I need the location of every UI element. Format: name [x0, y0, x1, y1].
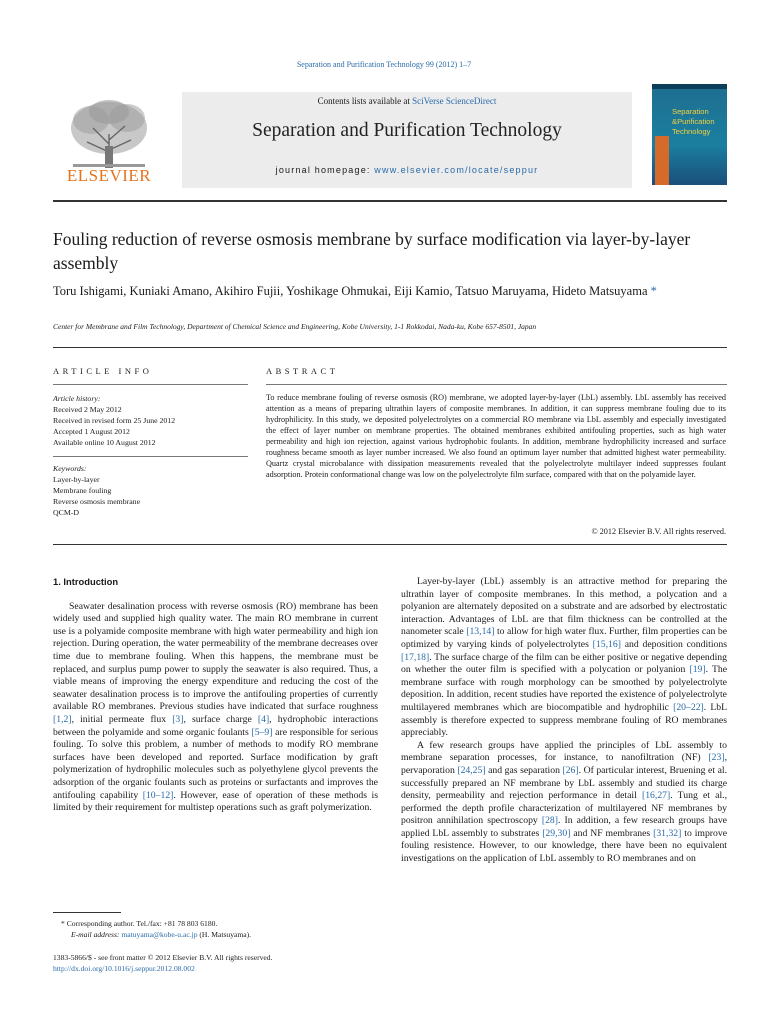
citation-link[interactable]: [17,18] — [401, 651, 430, 663]
text: and deposition conditions — [620, 638, 727, 650]
citation-link[interactable]: [19] — [689, 664, 706, 676]
abstract-copyright: © 2012 Elsevier B.V. All rights reserved. — [591, 527, 726, 536]
keyword: Reverse osmosis membrane — [53, 496, 141, 506]
cover-title-line: Separation — [672, 107, 709, 116]
section-rule — [53, 347, 727, 348]
citation-link[interactable]: [16,27] — [641, 790, 671, 802]
cover-title — [672, 107, 727, 137]
citation-link[interactable]: [20–22] — [673, 701, 704, 713]
citation-link[interactable]: [23] — [708, 752, 725, 764]
article-info-heading: ARTICLE INFO — [53, 366, 153, 376]
text: . Tung et al., performed the depth profile characterization of multilayered NF membranes by positron annihilation spectroscopy — [401, 790, 728, 827]
text: , initial permeate flux — [71, 713, 173, 725]
text: . However, ease of operation of these methods is limited by their requirement for multistep operations such as graft polymerization. — [53, 789, 379, 814]
citation-link[interactable]: [28] — [541, 815, 558, 827]
issn-line: 1383-5866/$ - see front matter © 2012 Elsevier B.V. All rights reserved. — [53, 953, 273, 962]
keyword: Membrane fouling — [53, 485, 112, 495]
text: . Of particular interest, Bruening et al. successfully prepared an NF membrane by LbL assembly and studied its charge density, permeability and rejection performance in detail — [401, 764, 727, 802]
keyword: QCM-D — [53, 507, 79, 517]
paragraph — [53, 601, 378, 815]
email-suffix: (H. Matsuyama). — [197, 930, 252, 939]
section-heading: 1. Introduction — [53, 576, 119, 587]
text: are responsible for serious fouling. To solve this problem, a number of methods to modify RO membrane surfaces have been developed and reported. Surface modification by graft polymerization of hydrophilic molecules such as polyethylene glycol prevents the adsorption of the organic foulants such as proteins or surfactants and improves the antifouling capability — [53, 726, 378, 801]
text: A few research groups have applied the principles of LbL assembly to membrane separation processes, for instance, to nanofiltration (NF) — [401, 739, 727, 764]
homepage-link[interactable]: www.elsevier.com/locate/seppur — [374, 165, 539, 175]
journal-homepage — [182, 165, 632, 175]
text: and NF membranes — [570, 827, 654, 839]
email-line — [53, 929, 383, 940]
homepage-prefix: journal homepage: — [275, 165, 375, 175]
body-column-left — [53, 576, 378, 815]
doi-link[interactable]: http://dx.doi.org/10.1016/j.seppur.2012.08.002 — [53, 964, 195, 973]
history-item: Received in revised form 25 June 2012 — [53, 416, 176, 425]
front-matter — [53, 952, 383, 974]
history-item: Received 2 May 2012 — [53, 405, 122, 414]
citation-link[interactable]: [3] — [172, 713, 184, 725]
text: and gas separation — [485, 764, 563, 776]
footnote-rule — [53, 912, 121, 913]
email-label: E-mail address: — [71, 930, 122, 939]
citation-link[interactable]: [10–12] — [142, 789, 174, 801]
journal-title: Separation and Purification Technology — [252, 120, 562, 141]
text: . The membrane surface with rough morphology can be smoothed by polyelectrolyte deposition. In addition, recent studies have reported the existence of polyelectrolyte multilayered membranes which are biocompatible and hydrophilic — [401, 664, 728, 713]
authors: Toru Ishigami, Kuniaki Amano, Akihiro Fujii, Yoshikage Ohmukai, Eiji Kamio, Tatsuo Maruyama, Hideto Matsuyama — [53, 284, 648, 298]
text: to improve fouling resistence. However, to our knowledge, there have been no equivalent investigations on the application of LbL assembly to RO membranes and on — [401, 827, 727, 865]
cover-title-line: Technology — [672, 127, 711, 136]
text: . The surface charge of the film can be either positive or negative depending on whether the outer film is specified with a polycation or polyanion — [401, 651, 727, 676]
text: to allow for high water flux. Further, film properties can be optimized by varying kinds of polyelectrolytes — [401, 626, 728, 650]
text: . LbL assembly is therefore expected to suppress membrane fouling of RO membranes appreciably. — [401, 701, 727, 739]
header-rule — [53, 200, 727, 202]
affiliation: Center for Membrane and Film Technology, Department of Chemical Science and Engineering, Kobe University, 1-1 Rokkodai, Nada-ku, Kobe 657-8501, Japan — [53, 322, 537, 331]
citation-link[interactable]: [4] — [257, 713, 270, 725]
citation-link[interactable]: [1,2] — [53, 713, 72, 725]
history-label: Article history: — [53, 394, 101, 403]
info-rule — [53, 384, 248, 385]
author-list — [53, 283, 727, 299]
history-item: Available online 10 August 2012 — [53, 438, 156, 447]
corresponding-author-mark[interactable]: * — [647, 284, 657, 298]
text: , pervaporation — [401, 752, 727, 776]
paragraph — [401, 740, 727, 866]
abstract-end-rule — [53, 544, 727, 545]
citation-link[interactable]: [29,30] — [542, 827, 571, 839]
citation-link[interactable]: [15,16] — [592, 638, 621, 650]
sciencedirect-link[interactable]: SciVerse ScienceDirect — [412, 96, 497, 106]
contents-line — [182, 96, 632, 106]
abstract-text: To reduce membrane fouling of reverse osmosis (RO) membrane, we adopted layer-by-layer (LbL) assembly. LbL assembly has received attention as a means of preparing ultrathin layers of composite membranes. In addition, it can suppress membrane fouling due to its hydrophilicity. In this study, we deposited polyelectrolytes on a commercial RO membrane via LbL assembly and especially investigated the effect of layer number on membrane properties. The obtained membranes exhibited antifouling properties, such as high water permeability and high ion rejection, against various hydrophobic foulants. In addition, membrane hydrophilicity increased and surface roughness became smooth as layer number increased. We also found an optimum layer number that admitted highest water permeability. Quartz crystal microbalance with dissipation measurements revealed that the polyelectrolyte multilayer indeed suppresses foulant adsorption. Protein conformational change was low on the polyelectrolyte film surface, compared with that on the polyamide layer. — [266, 393, 726, 479]
citation-link[interactable]: [24,25] — [457, 764, 486, 776]
citation-link[interactable]: [13,14] — [466, 626, 495, 638]
journal-citation[interactable]: Separation and Purification Technology 99 (2012) 1–7 — [296, 60, 472, 69]
text: Layer-by-layer (LbL) assembly is an attractive method for preparing the ultrathin layer of composite membranes. In this method, a polycation and a polyanion are alternately deposited on a substrate and are adsorbed by electrostatic interaction. Advantages of LbL are that film thickness can be controlled at the nanometer scale — [401, 576, 727, 638]
abstract-heading: ABSTRACT — [266, 366, 339, 376]
email-link[interactable]: matuyama@kobe-u.ac.jp — [121, 930, 198, 939]
footnote — [53, 918, 383, 940]
body-column-right — [401, 576, 727, 866]
citation-link[interactable]: [5–9] — [251, 726, 273, 738]
corresponding-author-note: * Corresponding author. Tel./fax: +81 78 803 6180. — [61, 919, 218, 928]
abstract-rule — [266, 384, 727, 385]
text: , hydrophobic interactions between the polyamide and some organic foulants — [53, 713, 378, 738]
article-title: Fouling reduction of reverse osmosis membrane by surface modification via layer-by-layer assembly — [53, 229, 691, 273]
text: , surface charge — [183, 713, 258, 725]
paragraph — [401, 576, 727, 740]
publisher-name: ELSEVIER — [66, 166, 152, 185]
keywords-label: Keywords: — [53, 463, 87, 473]
keyword: Layer-by-layer — [53, 474, 100, 484]
citation-link[interactable]: [26] — [562, 764, 579, 776]
citation-link[interactable]: [31,32] — [653, 827, 682, 839]
article-info — [53, 393, 248, 518]
keywords-rule — [53, 456, 248, 457]
cover-title-line: &Purification — [672, 117, 715, 126]
text: Seawater desalination process with reverse osmosis (RO) membrane has been widely used and supplied high quality water. The main RO membrane in current use is a polyamide composite membrane with high water permeability and high ion rejection. During operation, the water permeability of the membrane decreases over time due to membrane fouling. When this happens, the membrane must be replaced, and surplus pump power to supply the seawater is also required. Thus, a viable means of improving the energy expenditure and reducing the cost of the seawater desalination process is to improve the antifouling properties of currently available RO membranes. Previous studies have indicated that surface roughness — [53, 600, 378, 713]
history-item: Accepted 1 August 2012 — [53, 427, 130, 436]
contents-prefix: Contents lists available at — [317, 96, 413, 106]
text: . In addition, a few research groups have applied LbL assembly to substrates — [401, 815, 727, 839]
